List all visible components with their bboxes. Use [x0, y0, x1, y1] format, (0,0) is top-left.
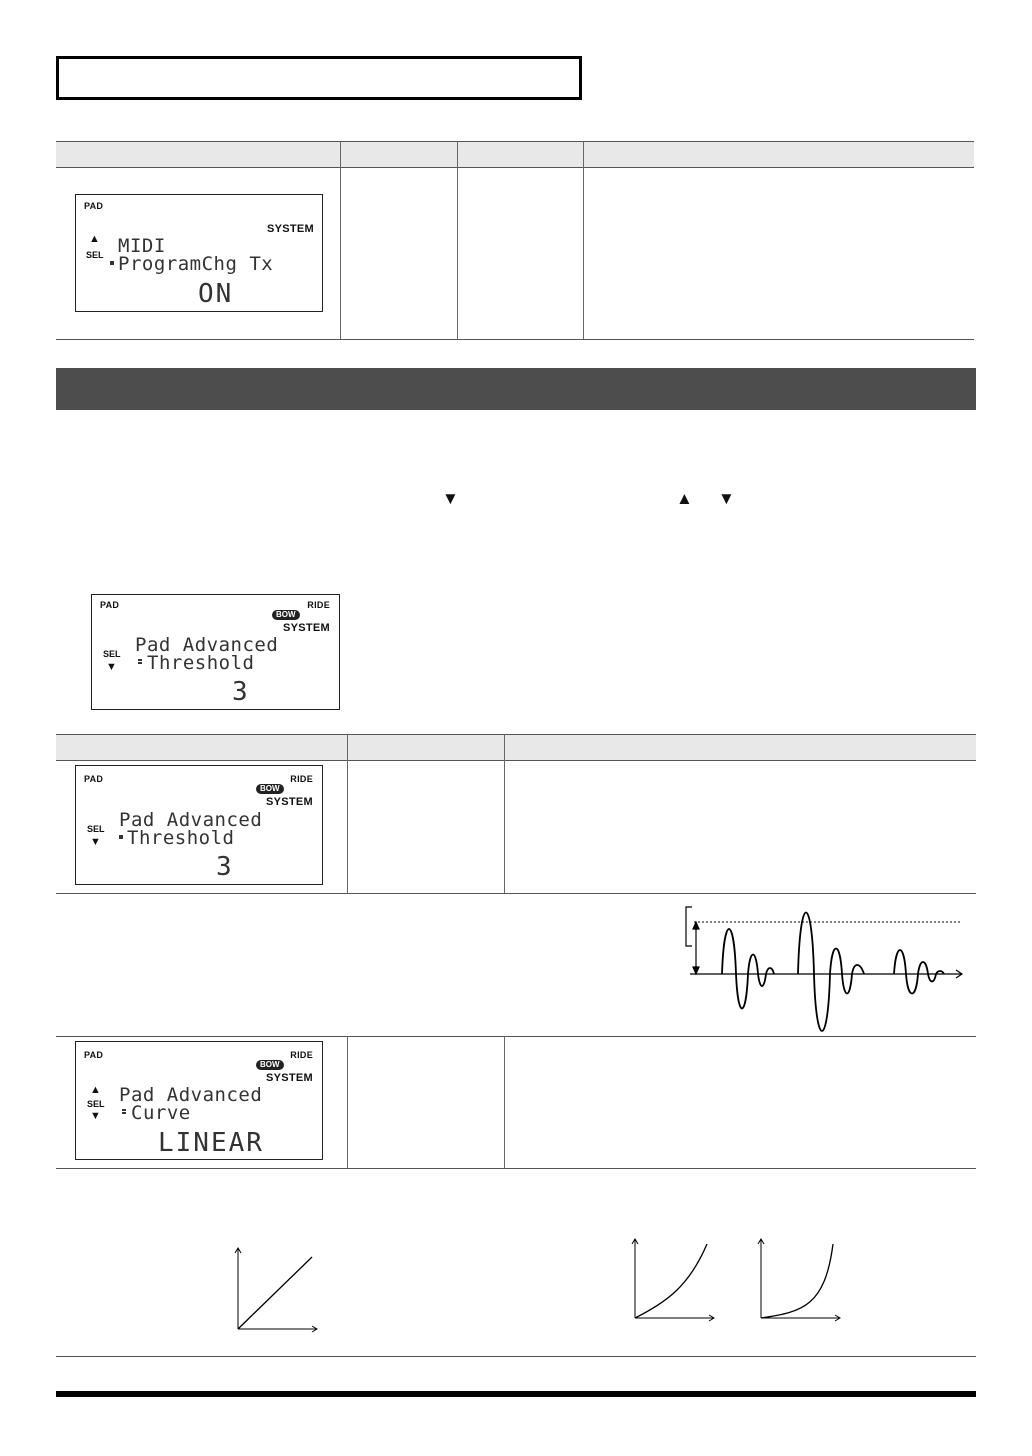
lcd-screen-threshold	[75, 765, 323, 885]
table2-row-rule	[56, 893, 976, 894]
lcd-value: ON	[198, 279, 234, 309]
lcd-pad-label: PAD	[84, 774, 104, 784]
arrow-up-icon: ▲	[676, 489, 693, 508]
lcd-line2-text: ProgramChg Tx	[118, 253, 274, 275]
lcd-pad-label: PAD	[100, 600, 120, 610]
table1-bottom-rule	[56, 339, 974, 340]
lcd-line2	[119, 829, 234, 848]
waveform-axis	[690, 970, 962, 978]
page-header-box	[56, 56, 582, 100]
curve-graph-exp1	[627, 1236, 719, 1324]
table1-col-divider	[583, 141, 584, 339]
threshold-height-arrow	[693, 922, 699, 974]
table2-header	[56, 734, 976, 761]
lcd-value: 3	[232, 677, 250, 707]
lcd-system-label: SYSTEM	[265, 1072, 313, 1084]
lcd-sel-label: SEL	[86, 250, 104, 260]
lcd-value: LINEAR	[158, 1128, 264, 1158]
waveform-curve	[722, 913, 944, 1032]
threshold-waveform-diagram	[680, 900, 970, 1035]
curve-graph-exp2	[753, 1236, 845, 1324]
lcd-screen-midi	[75, 194, 323, 312]
curve-graph-linear	[230, 1245, 320, 1333]
lcd-pad-label: PAD	[84, 201, 104, 211]
lcd-bow-badge: BOW	[256, 784, 284, 794]
lcd-line1: Pad Advanced	[119, 1084, 263, 1106]
lcd-sel-label: SEL	[103, 649, 121, 659]
arrow-down-icon: ▼	[718, 489, 735, 508]
lcd-ride-label: RIDE	[290, 1050, 313, 1060]
lcd-sel-label: SEL	[87, 824, 105, 834]
bullet-dot-icon	[119, 835, 123, 839]
lcd-line2-text: Threshold	[147, 652, 255, 674]
arrow-down-icon: ▼	[106, 661, 117, 673]
lcd-line2-text: Threshold	[127, 827, 235, 849]
table2-col-divider	[504, 734, 505, 893]
lcd-screen-curve	[75, 1041, 323, 1160]
table2-bottom-rule	[56, 1356, 976, 1357]
arrow-down-icon: ▼	[90, 1110, 101, 1122]
lcd-system-label: SYSTEM	[265, 796, 313, 808]
lcd-line2	[122, 1104, 191, 1123]
table1-header	[56, 141, 974, 168]
exp1-curve-line	[635, 1244, 707, 1318]
lcd-system-label: SYSTEM	[266, 223, 314, 235]
exp2-curve-line	[761, 1244, 833, 1318]
threshold-bracket	[686, 907, 692, 946]
lcd-line1: Pad Advanced	[119, 809, 263, 831]
arrow-up-icon: ▲	[89, 233, 100, 245]
bullet-double-icon	[122, 1109, 126, 1114]
table2-col-divider	[347, 1036, 348, 1168]
lcd-line1: Pad Advanced	[135, 634, 279, 656]
lcd-ride-label: RIDE	[290, 774, 313, 784]
lcd-line2	[110, 255, 273, 274]
lcd-screen-threshold-intro	[91, 594, 340, 710]
lcd-system-label: SYSTEM	[282, 622, 330, 634]
lcd-pad-label: PAD	[84, 1050, 104, 1060]
section-title-bar	[56, 368, 976, 410]
page-bottom-rule	[56, 1391, 976, 1397]
lcd-bow-badge: BOW	[256, 1060, 284, 1070]
lcd-line2	[138, 654, 254, 673]
table2-col-divider	[347, 734, 348, 893]
lcd-line2-text: Curve	[131, 1102, 191, 1124]
bullet-double-icon	[138, 659, 142, 664]
table1-col-divider	[340, 141, 341, 339]
table2-col-divider	[504, 1036, 505, 1168]
linear-curve-line	[238, 1257, 312, 1329]
table2-row-rule	[56, 1168, 976, 1169]
arrow-up-icon: ▲	[90, 1084, 101, 1096]
lcd-value: 3	[216, 852, 234, 882]
arrow-down-icon: ▼	[90, 836, 101, 848]
lcd-ride-label: RIDE	[307, 600, 330, 610]
table1-col-divider	[457, 141, 458, 339]
table2-row-rule	[56, 1036, 976, 1037]
lcd-sel-label: SEL	[87, 1099, 105, 1109]
bullet-dot-icon	[110, 261, 114, 265]
lcd-line1: MIDI	[118, 235, 166, 257]
arrow-down-icon: ▼	[442, 489, 459, 508]
lcd-bow-badge: BOW	[272, 610, 300, 620]
